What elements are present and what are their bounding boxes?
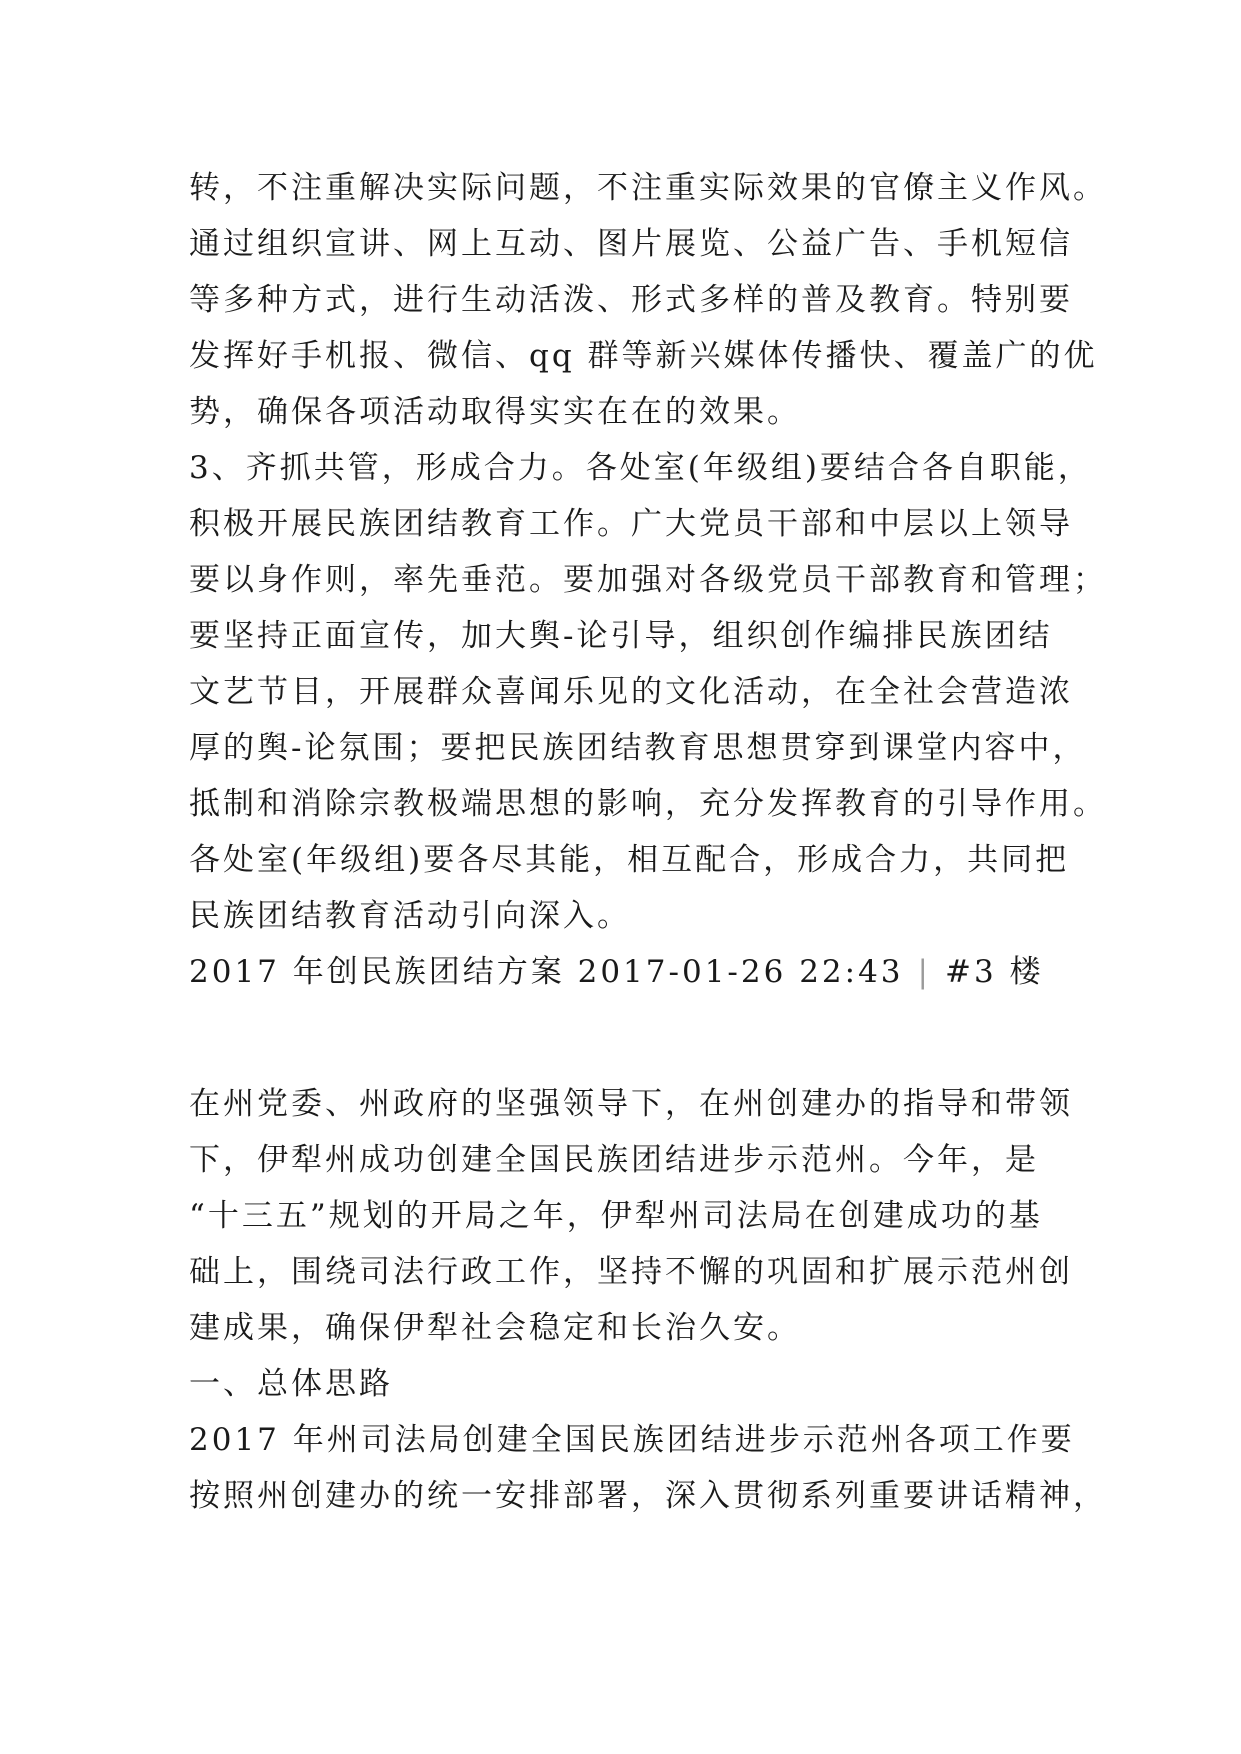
text-line: 转，不注重解决实际问题，不注重实际效果的官僚主义作风。 [189, 170, 1107, 206]
text-line: 础上，围绕司法行政工作，坚持不懈的巩固和扩展示范州创 [189, 1254, 1073, 1290]
post-floor: #3 楼 [945, 954, 1044, 990]
text-line: 3、齐抓共管，形成合力。各处室(年级组)要结合各自职能， [189, 450, 1092, 486]
text-line: 要坚持正面宣传，加大舆-论引导，组织创作编排民族团结 [189, 618, 1053, 654]
post-meta [189, 944, 1069, 1000]
text-line: 2017 年州司法局创建全国民族团结进步示范州各项工作要 [189, 1422, 1075, 1458]
text-line: 在州党委、州政府的坚强领导下，在州创建办的指导和带领 [189, 1086, 1073, 1122]
body-text-section-1 [189, 160, 1107, 1000]
text-line: 厚的舆-论氛围；要把民族团结教育思想贯穿到课堂内容中， [189, 730, 1087, 766]
text-line: 通过组织宣讲、网上互动、图片展览、公益广告、手机短信 [189, 226, 1073, 262]
text-line: 文艺节目，开展群众喜闻乐见的文化活动，在全社会营造浓 [189, 674, 1073, 710]
text-line: 等多种方式，进行生动活泼、形式多样的普及教育。特别要 [189, 282, 1073, 318]
text-line: 民族团结教育活动引向深入。 [189, 898, 631, 934]
text-line: 要以身作则，率先垂范。要加强对各级党员干部教育和管理； [189, 562, 1107, 598]
text-line: 建成果，确保伊犁社会稳定和长治久安。 [189, 1310, 801, 1346]
text-line: 积极开展民族团结教育工作。广大党员干部和中层以上领导 [189, 506, 1073, 542]
text-line: “十三五”规划的开局之年，伊犁州司法局在创建成功的基 [189, 1198, 1043, 1234]
text-line: 下，伊犁州成功创建全国民族团结进步示范州。今年，是 [189, 1142, 1039, 1178]
text-line: 发挥好手机报、微信、qq 群等新兴媒体传播快、覆盖广的优 [189, 338, 1098, 374]
text-line: 抵制和消除宗教极端思想的影响，充分发挥教育的引导作用。 [189, 786, 1107, 822]
post-title: 2017 年创民族团结方案 [189, 954, 565, 990]
section-heading: 一、总体思路 [189, 1366, 393, 1402]
text-line: 各处室(年级组)要各尽其能，相互配合，形成合力，共同把 [189, 842, 1070, 878]
text-line: 势，确保各项活动取得实实在在的效果。 [189, 394, 801, 430]
body-text-section-2 [189, 1076, 1107, 1524]
post-datetime: 2017-01-26 22:43 [577, 954, 904, 990]
meta-separator: | [917, 954, 931, 990]
text-line: 按照州创建办的统一安排部署，深入贯彻系列重要讲话精神， [189, 1478, 1107, 1514]
